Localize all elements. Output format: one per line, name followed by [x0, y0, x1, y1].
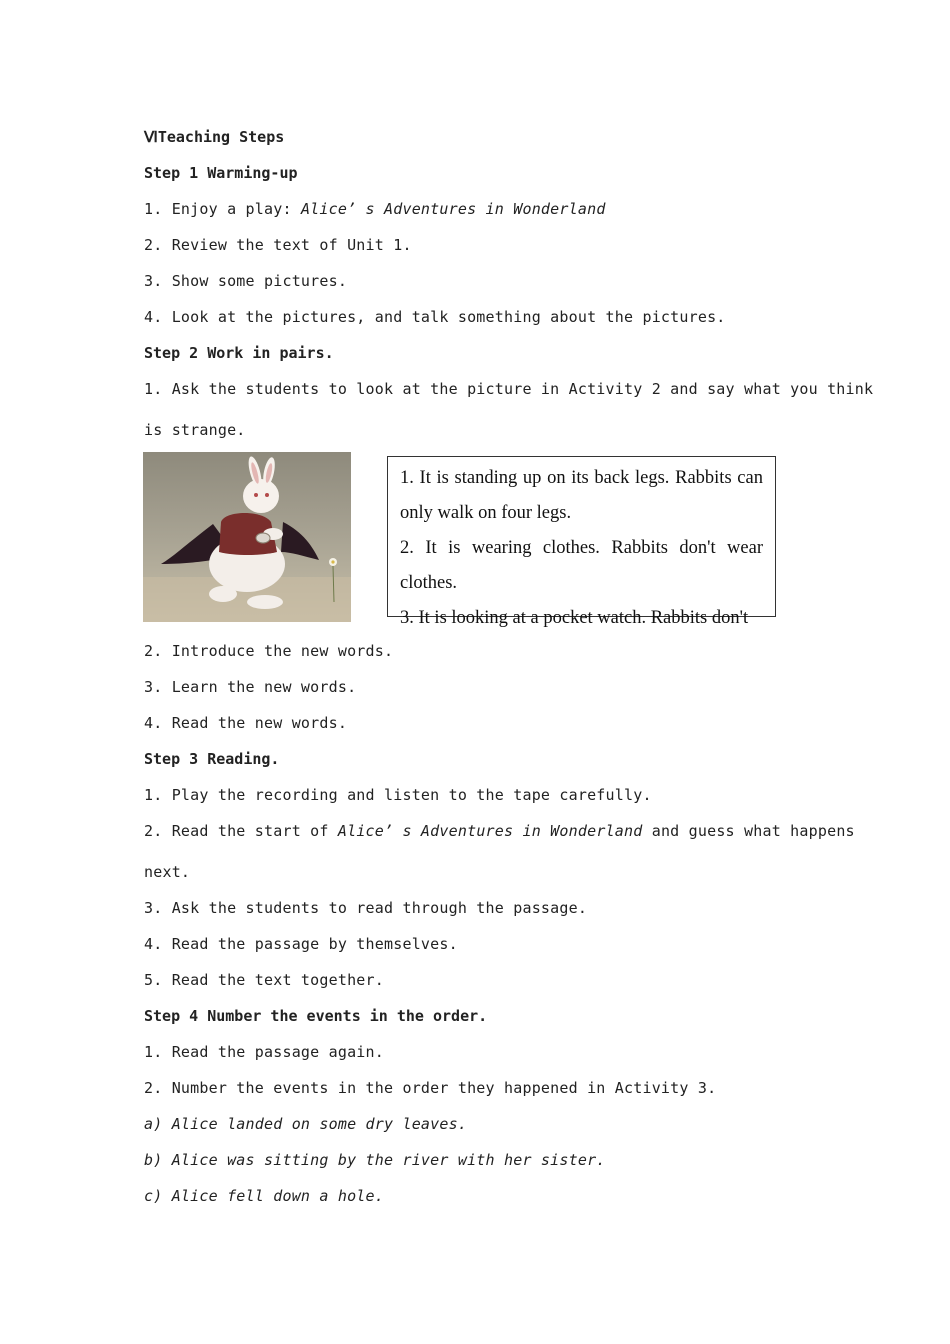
step1-item-4: 4. Look at the pictures, and talk something about the pictures.: [144, 308, 726, 326]
step1-item-1: [144, 200, 606, 218]
step1-heading: Step 1 Warming-up: [144, 164, 298, 182]
step2-heading: Step 2 Work in pairs.: [144, 344, 334, 362]
step3-item-1: 1. Play the recording and listen to the tape carefully.: [144, 786, 652, 804]
event-a: a) Alice landed on some dry leaves.: [144, 1115, 468, 1133]
step2-item-1-line2: is strange.: [144, 421, 246, 439]
observation-textbox: [387, 456, 776, 628]
step2-item-1-line1: 1. Ask the students to look at the picture in Activity 2 and say what you think: [144, 380, 874, 398]
step2-item-3: 3. Learn the new words.: [144, 678, 357, 696]
step3-heading: Step 3 Reading.: [144, 750, 280, 768]
observation-3: 3. It is looking at a pocket watch. Rabbits don't: [400, 608, 749, 628]
step3-item-4: 4. Read the passage by themselves.: [144, 935, 458, 953]
section-title: ⅥTeaching Steps: [144, 128, 285, 146]
step1-item-1-prefix: 1. Enjoy a play:: [144, 200, 301, 218]
step3-item-3: 3. Ask the students to read through the passage.: [144, 899, 588, 917]
step1-item-3: 3. Show some pictures.: [144, 272, 348, 290]
step4-item-1: 1. Read the passage again.: [144, 1043, 384, 1061]
step4-item-2: 2. Number the events in the order they happened in Activity 3.: [144, 1079, 717, 1097]
step1-item-2: 2. Review the text of Unit 1.: [144, 236, 412, 254]
step2-item-4: 4. Read the new words.: [144, 714, 348, 732]
observation-1: 1. It is standing up on its back legs. Rabbits can only walk on four legs.: [400, 468, 763, 523]
step3-item-2-line2: next.: [144, 863, 191, 881]
event-c: c) Alice fell down a hole.: [144, 1187, 384, 1205]
observation-2: 2. It is wearing clothes. Rabbits don't wear clothes.: [400, 538, 763, 593]
step3-item-2-suffix: and guess what happens: [642, 822, 855, 840]
event-b: b) Alice was sitting by the river with her sister.: [144, 1151, 606, 1169]
play-title: Alice’ s Adventures in Wonderland: [300, 200, 606, 218]
step3-item-5: 5. Read the text together.: [144, 971, 384, 989]
rabbit-illustration: [143, 452, 351, 622]
step3-item-2-prefix: 2. Read the start of: [144, 822, 338, 840]
step3-item-2-line1: [144, 822, 855, 840]
step2-item-2: 2. Introduce the new words.: [144, 642, 394, 660]
step4-heading: Step 4 Number the events in the order.: [144, 1007, 488, 1025]
book-title: Alice’ s Adventures in Wonderland: [337, 822, 643, 840]
